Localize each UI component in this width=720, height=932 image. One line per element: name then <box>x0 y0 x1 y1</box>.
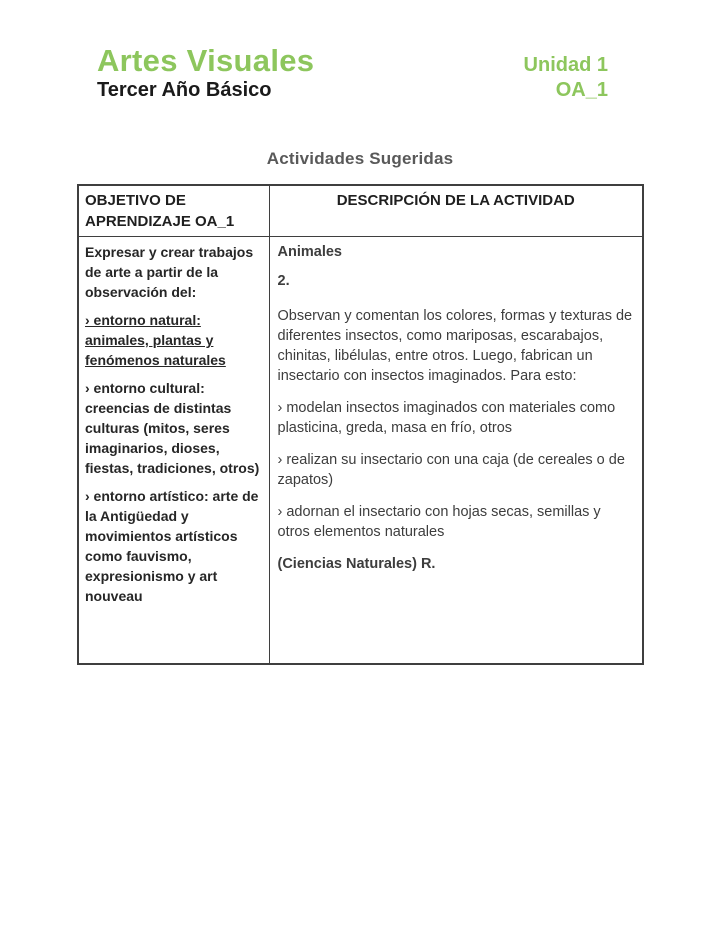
oa-label: OA_1 <box>555 79 608 101</box>
table-body-row <box>78 237 643 664</box>
header-right <box>524 44 608 103</box>
col-header-description: DESCRIPCIÓN DE LA ACTIVIDAD <box>269 185 643 237</box>
table-header-row <box>78 185 643 237</box>
activity-topic: Animales <box>277 244 342 260</box>
activity-step: › realizan su insectario con una caja (de cereales o de zapatos) <box>277 452 625 488</box>
objective-cell <box>78 237 269 664</box>
unit-label: Unidad 1 <box>523 54 608 76</box>
activity-intro: Observan y comentan los colores, formas y texturas de diferentes insectos, como mariposas, escarabajos, chinitas, libélulas, entre otros. Luego, fabrican un insectario con insectos imaginados. Para esto: <box>277 308 633 384</box>
doc-header <box>0 0 720 103</box>
activities-table-body <box>78 237 643 664</box>
activity-cell <box>269 237 643 664</box>
course-title: Artes Visuales <box>97 43 315 78</box>
objective-bullet-cultural: › entorno cultural: creencias de distintas culturas (mitos, seres imaginarios, dioses, fiestas, tradiciones, otros) <box>85 380 260 476</box>
header-left <box>97 44 314 102</box>
col-header-objective: OBJETIVO DE APRENDIZAJE OA_1 <box>78 185 269 237</box>
activities-table <box>77 184 644 665</box>
section-title: Actividades Sugeridas <box>266 149 454 168</box>
activity-step: › adornan el insectario con hojas secas, semillas y otros elementos naturales <box>277 504 601 540</box>
course-grade: Tercer Año Básico <box>97 79 272 101</box>
activity-citation: (Ciencias Naturales) R. <box>277 556 436 572</box>
activities-table-head <box>78 185 643 237</box>
objective-bullet-natural: › entorno natural: animales, plantas y fenómenos naturales <box>85 312 226 368</box>
objective-intro: Expresar y crear trabajos de arte a partir de la observación del: <box>85 244 254 300</box>
activity-step: › modelan insectos imaginados con materiales como plasticina, greda, masa en frío, otros <box>277 400 616 436</box>
activity-number: 2. <box>277 273 290 289</box>
objective-bullet-artistic: › entorno artístico: arte de la Antigüedad y movimientos artísticos como fauvismo, expresionismo y art nouveau <box>85 488 259 604</box>
